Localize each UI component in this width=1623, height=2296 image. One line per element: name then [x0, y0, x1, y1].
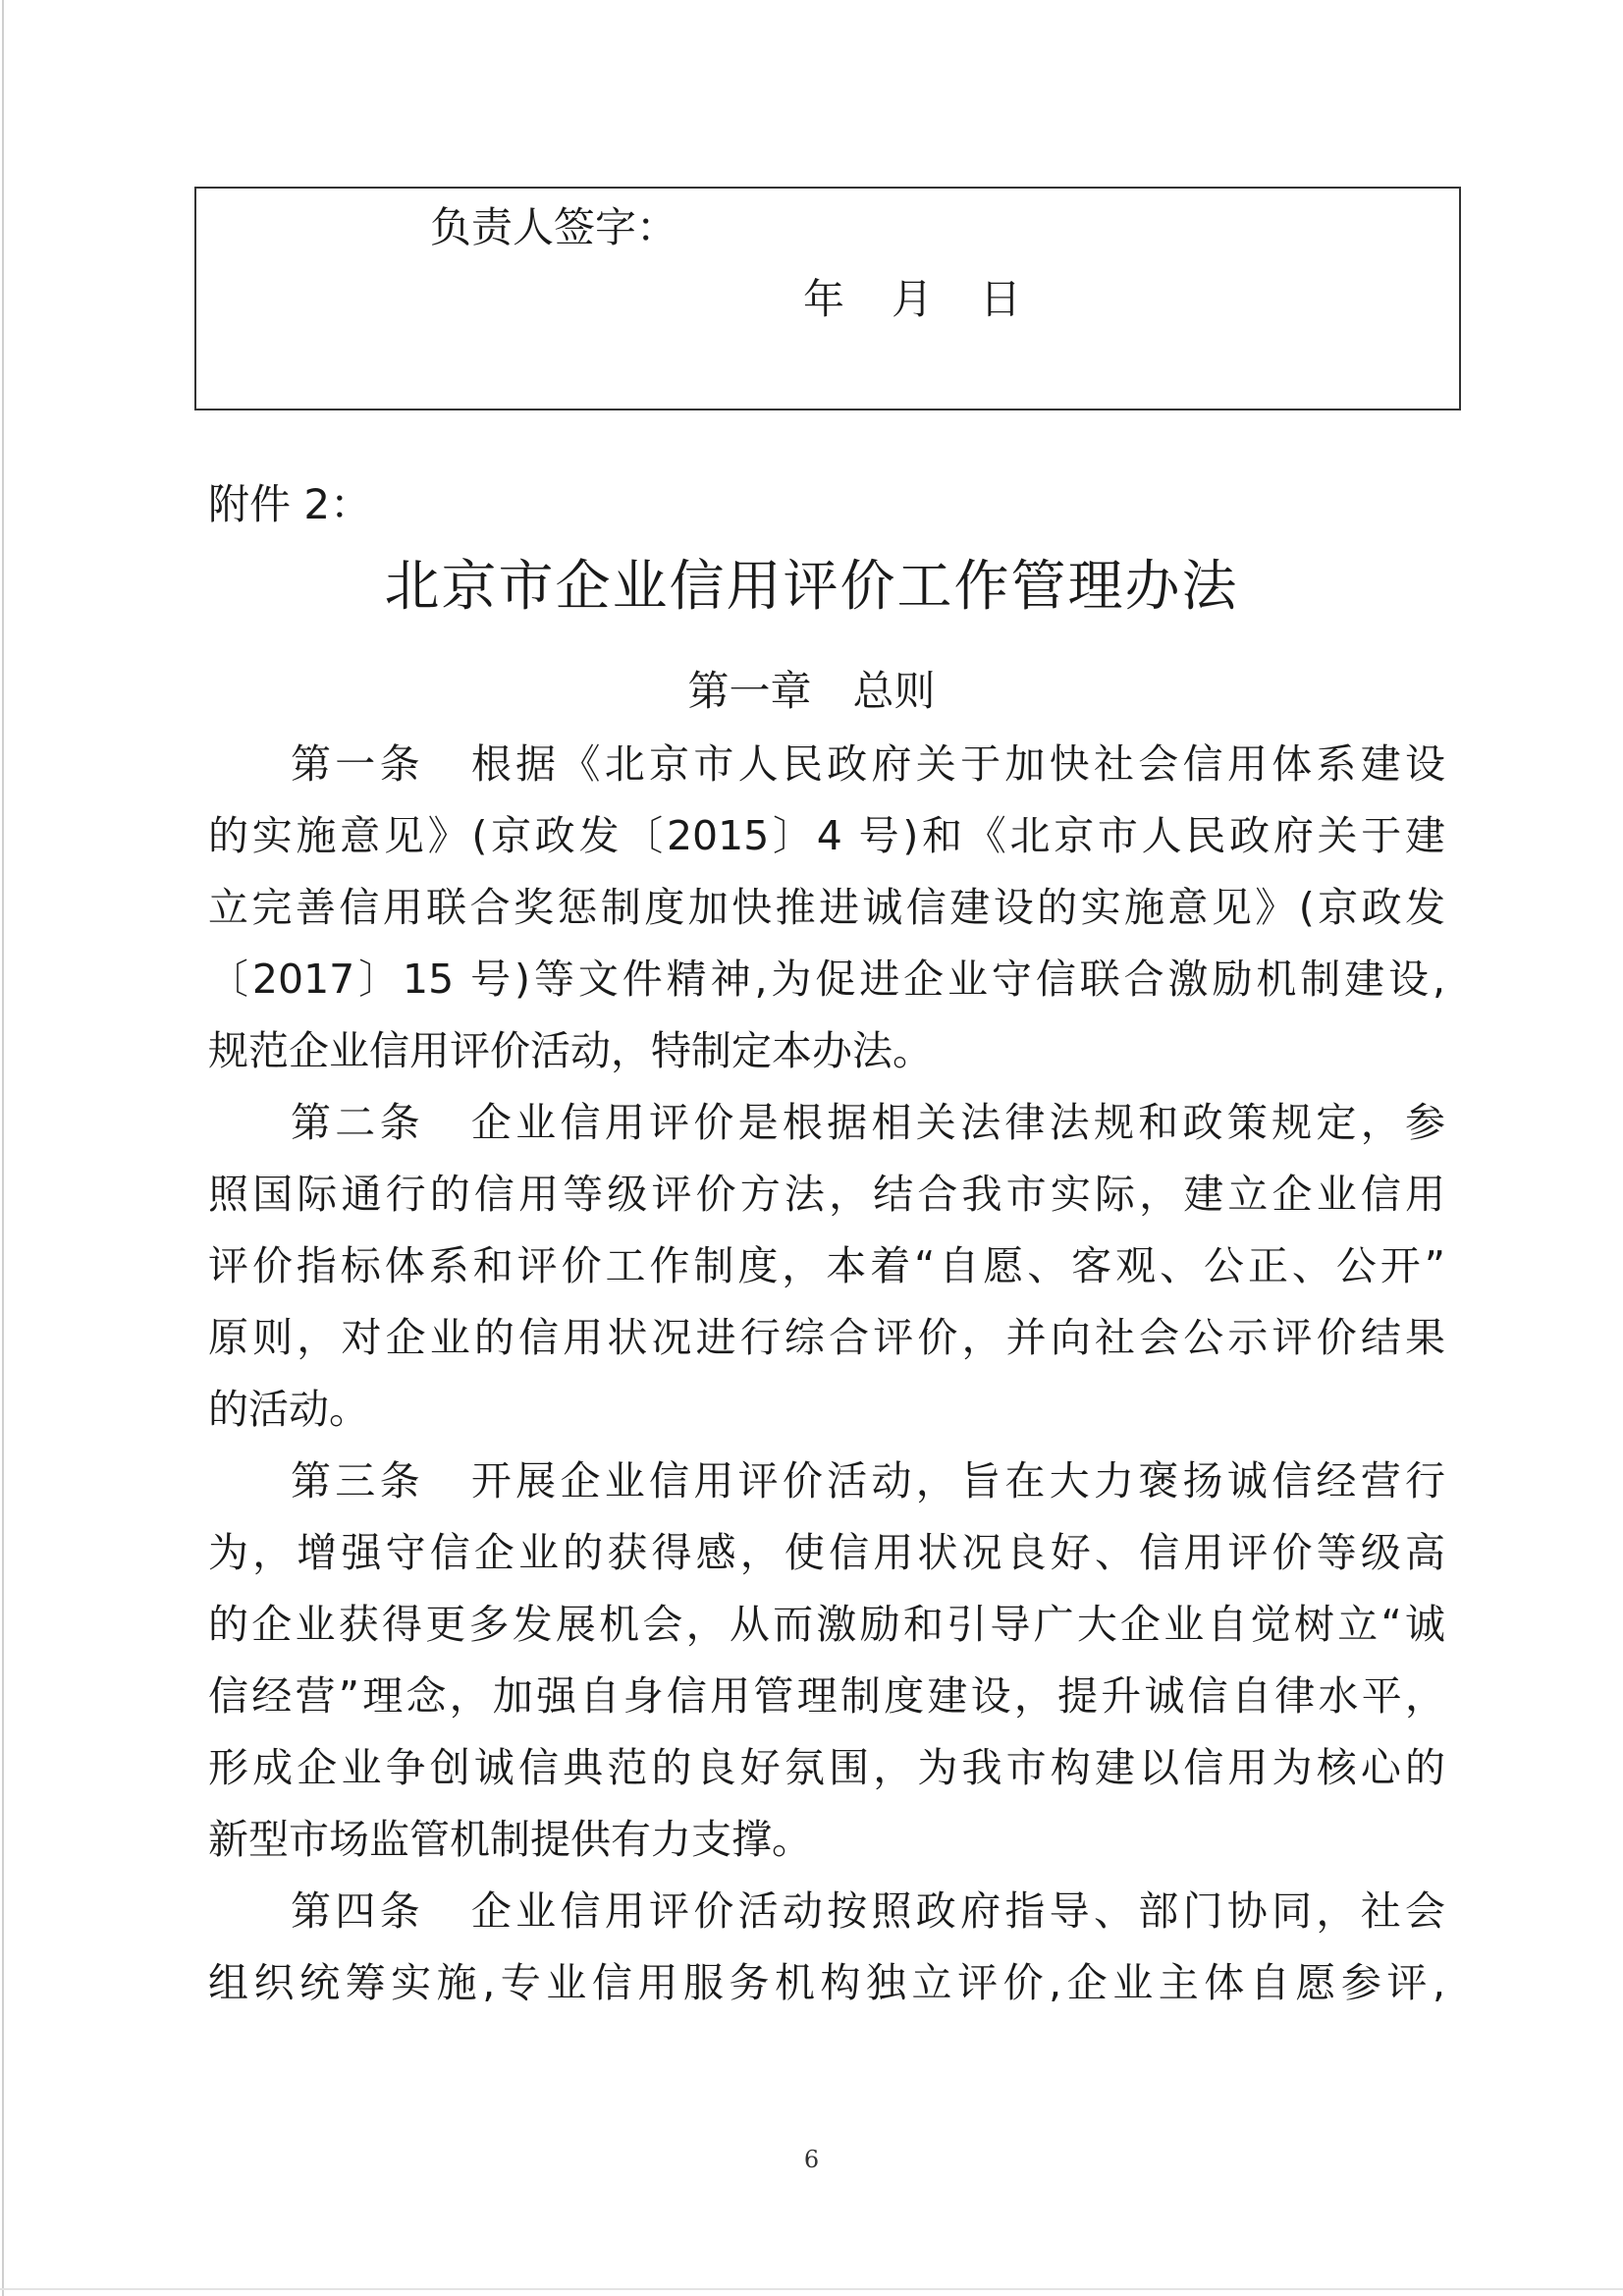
article-1-text: 根据《北京市人民政府关于加快社会信用体系建设 — [470, 740, 1445, 788]
article-3-line-3: 的企业获得更多发展机会，从而激励和引导广大企业自觉树立“诚 — [208, 1601, 1445, 1648]
article-3-line-1 — [291, 1453, 1445, 1508]
article-2-line-1 — [291, 1095, 1445, 1150]
article-2-text: 企业信用评价是根据相关法律法规和政策规定，参 — [470, 1099, 1445, 1146]
article-3-heading: 第三条 — [291, 1457, 424, 1504]
article-3-line-5: 形成企业争创诚信典范的良好氛围，为我市构建以信用为核心的 — [208, 1744, 1445, 1791]
article-4-text: 企业信用评价活动按照政府指导、部门协同，社会 — [470, 1887, 1445, 1935]
date-year-label: 年 — [803, 275, 845, 323]
article-1-heading: 第一条 — [291, 740, 424, 788]
article-1-line-3: 立完善信用联合奖惩制度加快推进诚信建设的实施意见》(京政发 — [208, 884, 1445, 931]
document-title: 北京市企业信用评价工作管理办法 — [384, 555, 1239, 619]
page-number: 6 — [803, 2146, 820, 2173]
article-4-heading: 第四条 — [291, 1887, 424, 1935]
article-2-line-4: 原则，对企业的信用状况进行综合评价，并向社会公示评价结果 — [208, 1314, 1445, 1361]
article-3-text: 开展企业信用评价活动，旨在大力褒扬诚信经营行 — [470, 1457, 1445, 1504]
article-2-line-2: 照国际通行的信用等级评价方法，结合我市实际，建立企业信用 — [208, 1171, 1445, 1218]
article-1-line-4: 〔2017〕15 号)等文件精神,为促进企业守信联合激励机制建设, — [208, 956, 1445, 1003]
attachment-label: 附件 2： — [208, 480, 372, 528]
date-month-label: 月 — [892, 275, 934, 323]
scan-bottom-edge — [0, 2288, 1623, 2290]
article-2-heading: 第二条 — [291, 1099, 424, 1146]
chapter-heading: 第一章 总则 — [687, 667, 936, 715]
article-3-line-2: 为，增强守信企业的获得感，使信用状况良好、信用评价等级高 — [208, 1529, 1445, 1576]
article-1-line-5: 规范企业信用评价活动，特制定本办法。 — [208, 1027, 933, 1074]
signature-label: 负责人签字： — [430, 203, 678, 251]
article-1-line-1 — [291, 737, 1445, 792]
article-3-line-4: 信经营”理念，加强自身信用管理制度建设，提升诚信自律水平， — [208, 1672, 1445, 1720]
article-2-line-3: 评价指标体系和评价工作制度，本着“自愿、客观、公正、公开” — [208, 1242, 1445, 1289]
article-2-line-5: 的活动。 — [208, 1386, 369, 1433]
article-4-line-2: 组织统筹实施,专业信用服务机构独立评价,企业主体自愿参评, — [208, 1959, 1445, 2006]
article-4-line-1 — [291, 1884, 1445, 1939]
article-3-line-6: 新型市场监管机制提供有力支撑。 — [208, 1816, 812, 1863]
date-day-label: 日 — [980, 275, 1022, 323]
scan-edge-line — [2, 0, 4, 2296]
article-1-line-2: 的实施意见》(京政发〔2015〕4 号)和《北京市人民政府关于建 — [208, 812, 1445, 859]
